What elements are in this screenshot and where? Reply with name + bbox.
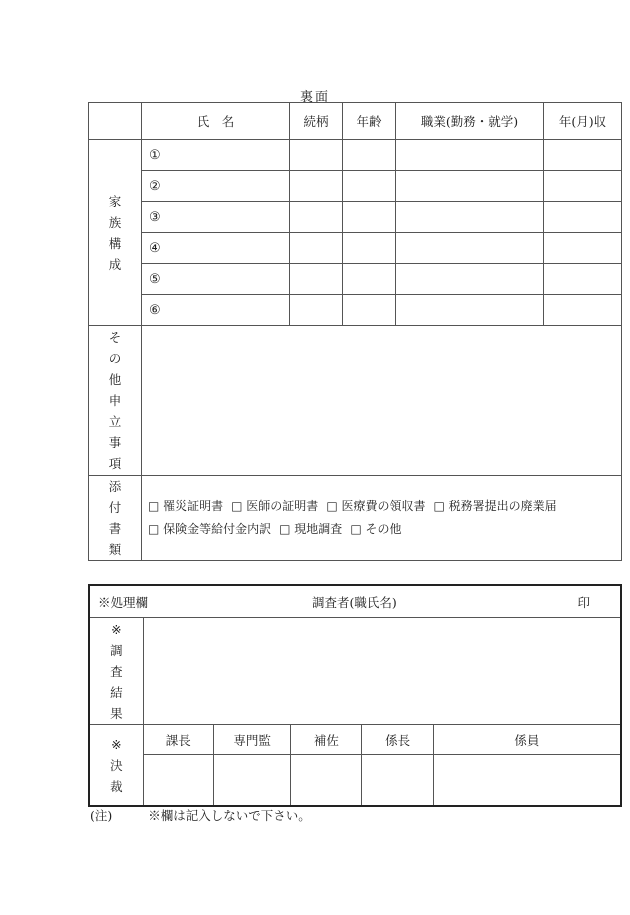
family-name-cell[interactable]: ④	[142, 233, 290, 264]
other-statements-label: そ の 他 申 立 事 項	[89, 326, 142, 476]
checkbox-insurance-breakdown[interactable]: □ 保険金等給付金内訳	[148, 522, 272, 536]
checkbox-doctor-certificate[interactable]: □ 医師の証明書	[231, 499, 319, 513]
investigation-result-row	[89, 618, 621, 725]
header-blank	[89, 103, 142, 140]
family-name-cell[interactable]: ③	[142, 202, 290, 233]
stamp-assistant[interactable]	[291, 755, 362, 807]
stamp-section-chief[interactable]	[143, 755, 213, 807]
stamp-specialist[interactable]	[213, 755, 290, 807]
income-cell[interactable]	[544, 233, 622, 264]
approval-roles-row	[89, 725, 621, 755]
investigation-result-label: ※ 調 査 結 果	[89, 618, 143, 725]
family-row	[89, 264, 622, 295]
relation-cell[interactable]	[290, 171, 343, 202]
family-table	[88, 102, 622, 561]
role-specialist: 専門監	[213, 725, 290, 755]
age-cell[interactable]	[343, 233, 396, 264]
relation-cell[interactable]	[290, 295, 343, 326]
role-chief: 係長	[362, 725, 433, 755]
header-relation: 続柄	[290, 103, 343, 140]
attachments-options	[142, 476, 622, 561]
age-cell[interactable]	[343, 171, 396, 202]
age-cell[interactable]	[343, 202, 396, 233]
family-label: 家 族 構 成	[89, 140, 142, 326]
stamp-chief[interactable]	[362, 755, 433, 807]
seal-mark: 印	[577, 594, 590, 610]
family-row	[89, 233, 622, 264]
other-statements-field[interactable]	[142, 326, 622, 476]
processing-table	[88, 584, 622, 807]
page-title: 裏面	[299, 90, 330, 105]
approval-label: ※ 決 裁	[89, 725, 143, 807]
other-statements-row	[89, 326, 622, 476]
attachments-line-2	[142, 518, 621, 541]
footnote-prefix: (注)	[90, 808, 113, 823]
header-occupation: 職業(勤務・就学)	[396, 103, 544, 140]
investigation-result-field[interactable]	[143, 618, 621, 725]
income-cell[interactable]	[544, 202, 622, 233]
occupation-cell[interactable]	[396, 140, 544, 171]
processing-label: ※処理欄	[98, 594, 149, 610]
header-income: 年(月)収	[544, 103, 622, 140]
checkbox-other[interactable]: □ その他	[350, 522, 402, 536]
family-name-cell[interactable]: ⑥	[142, 295, 290, 326]
income-cell[interactable]	[544, 171, 622, 202]
family-row	[89, 140, 622, 171]
investigator-label: 調査者(職氏名)	[312, 594, 397, 610]
checkbox-medical-receipt[interactable]: □ 医療費の領収書	[326, 499, 426, 513]
occupation-cell[interactable]	[396, 202, 544, 233]
age-cell[interactable]	[343, 140, 396, 171]
attachments-label: 添 付 書 類	[89, 476, 142, 561]
family-row	[89, 295, 622, 326]
header-row	[89, 103, 622, 140]
footnote	[90, 806, 347, 824]
role-section-chief: 課長	[143, 725, 213, 755]
relation-cell[interactable]	[290, 264, 343, 295]
family-name-cell[interactable]: ①	[142, 140, 290, 171]
occupation-cell[interactable]	[396, 233, 544, 264]
income-cell[interactable]	[544, 140, 622, 171]
relation-cell[interactable]	[290, 140, 343, 171]
header-age: 年齢	[343, 103, 396, 140]
checkbox-disaster-certificate[interactable]: □ 罹災証明書	[148, 499, 224, 513]
role-staff: 係員	[433, 725, 621, 755]
role-assistant: 補佐	[291, 725, 362, 755]
attachments-line-1	[142, 495, 621, 518]
family-row	[89, 202, 622, 233]
family-name-cell[interactable]: ②	[142, 171, 290, 202]
footnote-text: ※欄は記入しないで下さい。	[148, 808, 311, 823]
relation-cell[interactable]	[290, 202, 343, 233]
approval-stamps-row	[89, 755, 621, 807]
processing-header	[89, 585, 621, 618]
occupation-cell[interactable]	[396, 295, 544, 326]
processing-header-row	[89, 585, 621, 618]
stamp-staff[interactable]	[433, 755, 621, 807]
occupation-cell[interactable]	[396, 171, 544, 202]
family-name-cell[interactable]: ⑤	[142, 264, 290, 295]
relation-cell[interactable]	[290, 233, 343, 264]
checkbox-onsite-survey[interactable]: □ 現地調査	[279, 522, 343, 536]
income-cell[interactable]	[544, 295, 622, 326]
age-cell[interactable]	[343, 295, 396, 326]
income-cell[interactable]	[544, 264, 622, 295]
attachments-row	[89, 476, 622, 561]
checkbox-business-closure[interactable]: □ 税務署提出の廃業届	[433, 499, 557, 513]
header-name: 氏 名	[142, 103, 290, 140]
age-cell[interactable]	[343, 264, 396, 295]
occupation-cell[interactable]	[396, 264, 544, 295]
family-row	[89, 171, 622, 202]
